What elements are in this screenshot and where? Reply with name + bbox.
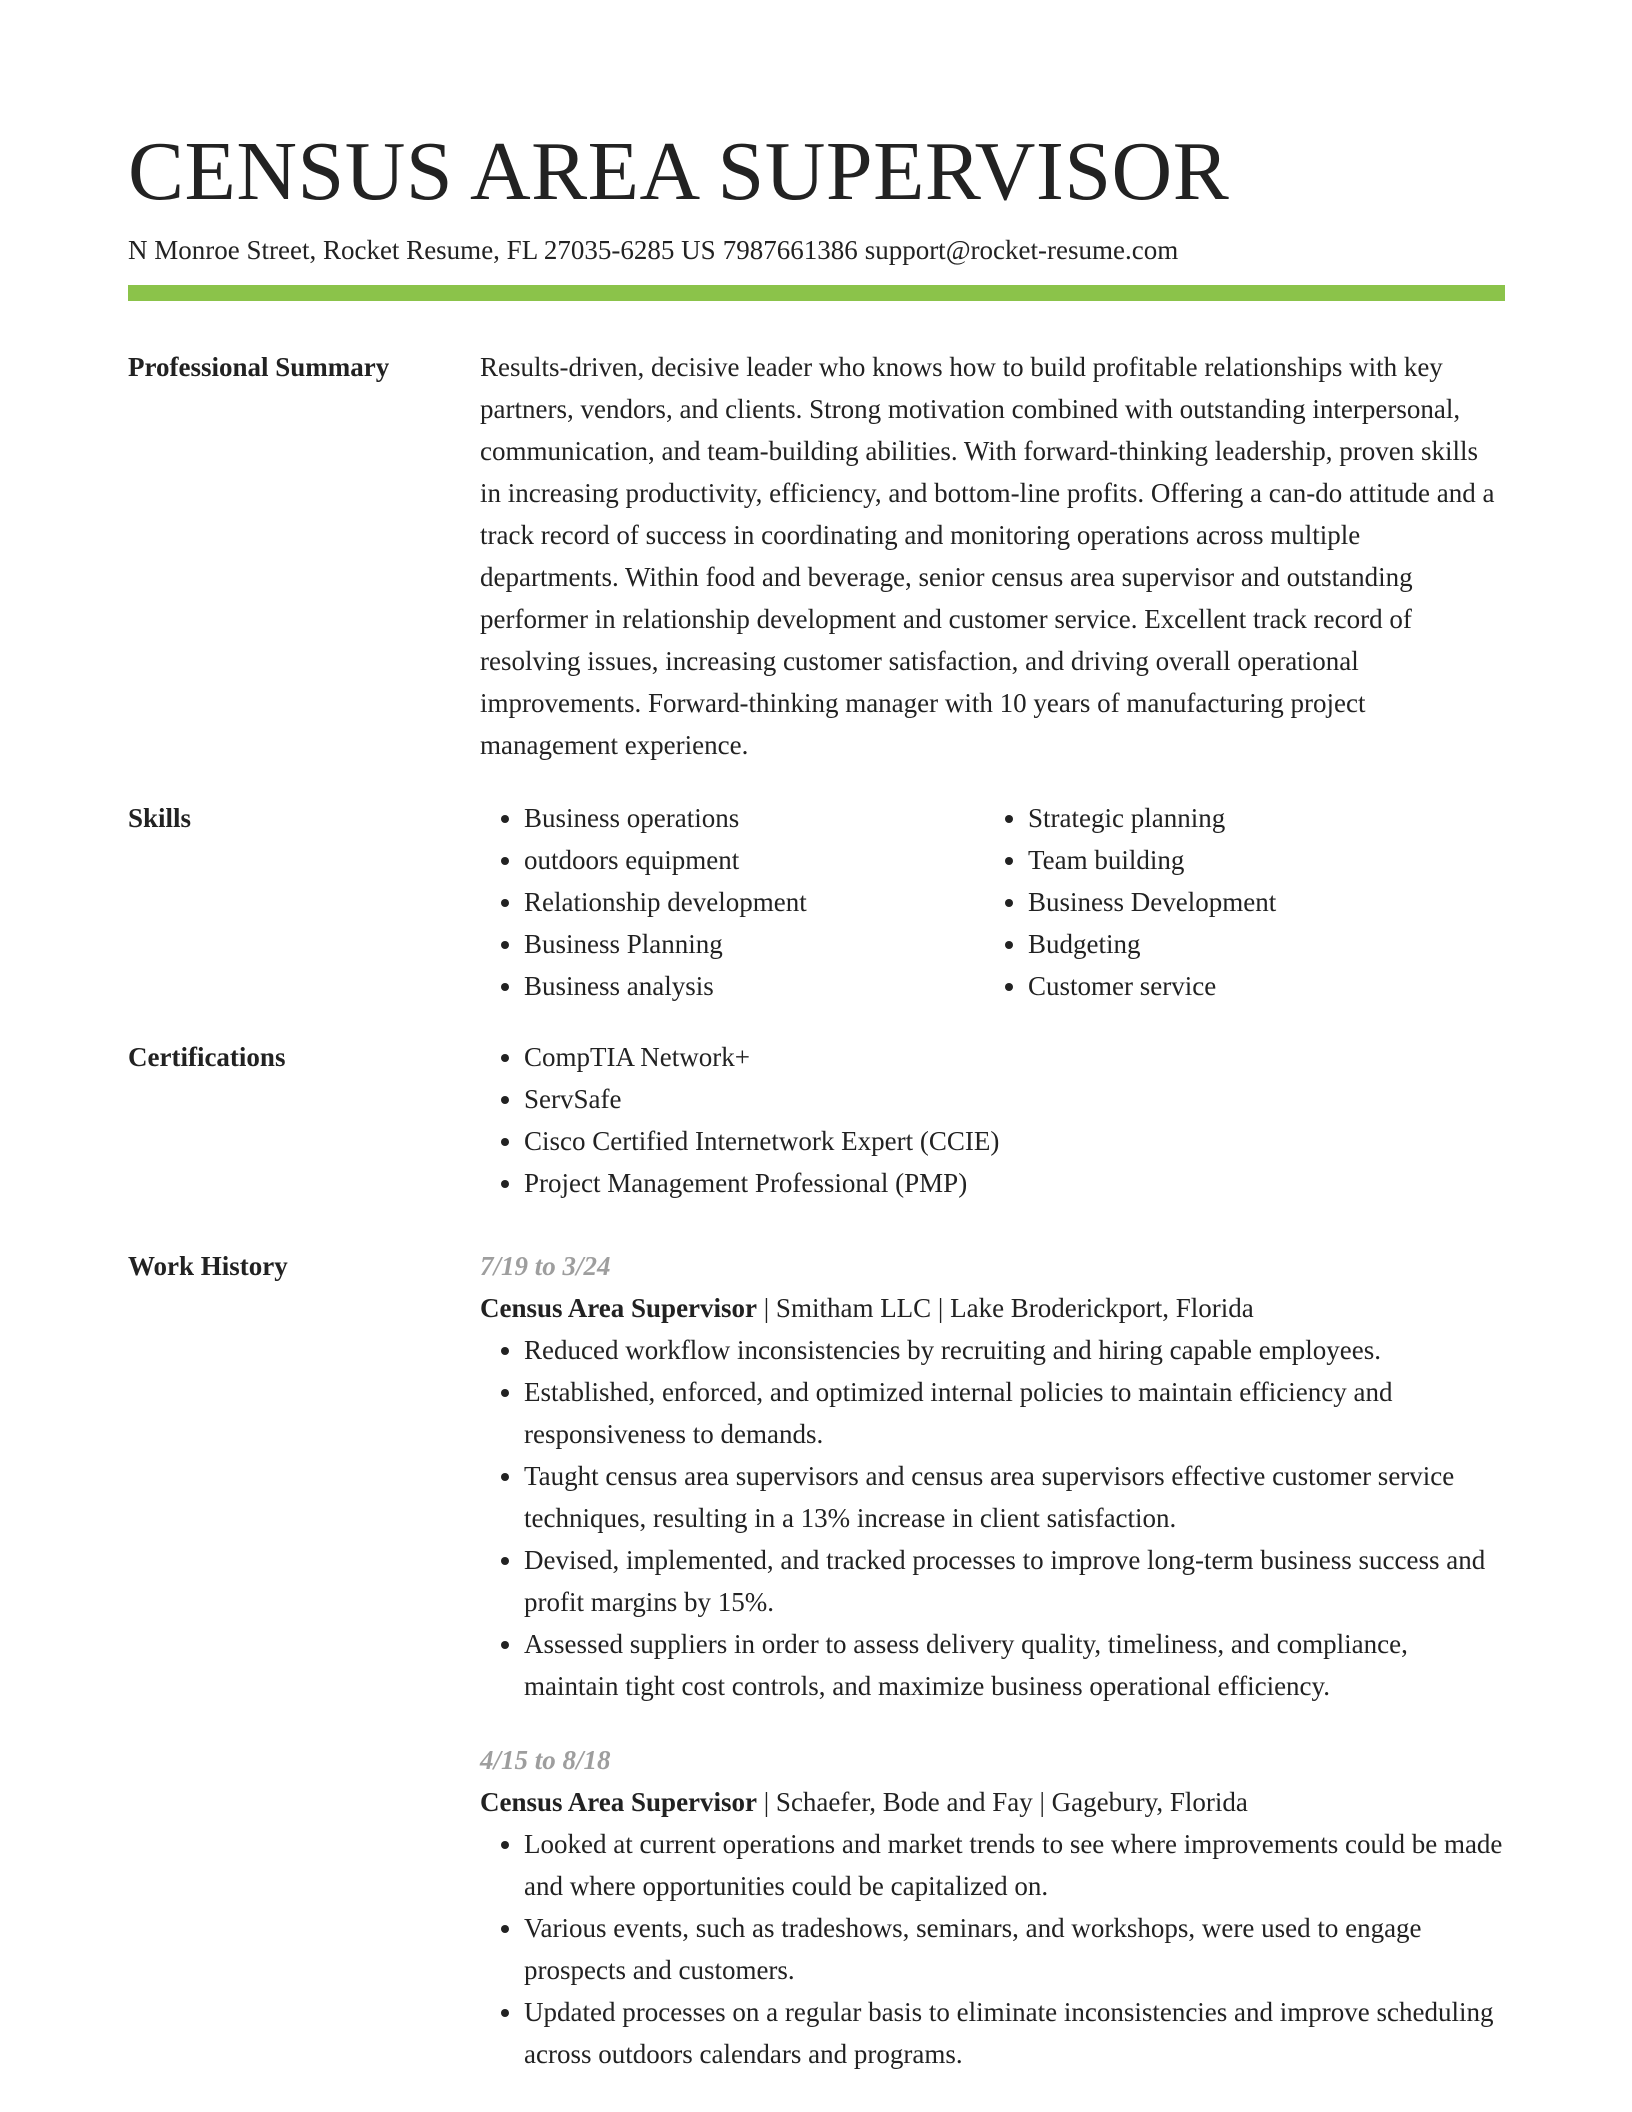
section-label-summary: Professional Summary (128, 352, 390, 382)
contact-address: N Monroe Street, Rocket Resume, FL 27035-6285 US (128, 235, 716, 265)
skills-body (480, 797, 1505, 1007)
section-label-skills: Skills (128, 803, 192, 833)
work-history-body (480, 1245, 1505, 2075)
summary-text: Results-driven, decisive leader who knows how to build profitable relationships with key partners, vendors, and clients. Strong motivation combined with outstanding interpersonal, communication, and team-building abilities. With forward-thinking leadership, proven skills in increasing productivity, efficiency, and bottom-line profits. Offering a can-do attitude and a track record of success in coordinating and monitoring operations across multiple departments. Within food and beverage, senior census area supervisor and outstanding performer in relationship development and customer service. Excellent track record of resolving issues, increasing customer satisfaction, and driving overall operational improvements. Forward-thinking manager with 10 years of manufacturing project management experience. (480, 352, 1495, 760)
job-heading (480, 1781, 1505, 1823)
job-bullets (480, 1823, 1505, 2075)
skill-item: • Business Development (1028, 881, 1508, 923)
job-dates: 7/19 to 3/24 (480, 1251, 611, 1281)
resume-name: CENSUS AREA SUPERVISOR (128, 125, 1230, 218)
skill-item: • Relationship development (524, 881, 1004, 923)
job-bullet: • Taught census area supervisors and census area supervisors effective customer service techniques, resulting in a 13% increase in client satisfaction. (524, 1455, 1505, 1539)
header-divider (128, 285, 1505, 301)
certifications-body (480, 1036, 1505, 1204)
job-bullet: • Assessed suppliers in order to assess delivery quality, timeliness, and compliance, maintain tight cost controls, and maximize business operational efficiency. (524, 1623, 1505, 1707)
skill-item: • Strategic planning (1028, 797, 1508, 839)
skill-item: • Business operations (524, 797, 1004, 839)
skill-item: • Team building (1028, 839, 1508, 881)
skills-list-right (984, 797, 1508, 1007)
job-bullet: • Devised, implemented, and tracked processes to improve long-term business success and profit margins by 15%. (524, 1539, 1505, 1623)
job-title: Census Area Supervisor (480, 1787, 758, 1817)
skills-list-left (480, 797, 1004, 1007)
section-label-work-history: Work History (128, 1251, 288, 1281)
skill-item: • Customer service (1028, 965, 1508, 1007)
skill-item: • Budgeting (1028, 923, 1508, 965)
job-bullet: • Various events, such as tradeshows, seminars, and workshops, were used to engage prospects and customers. (524, 1907, 1505, 1991)
contact-line (128, 232, 1178, 268)
job-bullet: • Updated processes on a regular basis to eliminate inconsistencies and improve scheduling across outdoors calendars and programs. (524, 1991, 1505, 2075)
job-bullets (480, 1329, 1505, 1707)
certification-item: • Cisco Certified Internetwork Expert (CCIE) (524, 1120, 1505, 1162)
section-label-certifications: Certifications (128, 1042, 286, 1072)
skill-item: • Business analysis (524, 965, 1004, 1007)
job-details: | Smitham LLC | Lake Broderickport, Florida (757, 1293, 1254, 1323)
certifications-list (480, 1036, 1505, 1204)
contact-email[interactable]: support@rocket-resume.com (864, 235, 1179, 265)
skill-item: • outdoors equipment (524, 839, 1004, 881)
job-title: Census Area Supervisor (480, 1293, 758, 1323)
job-entry (480, 1245, 1505, 1707)
contact-phone: 7987661386 (722, 235, 858, 265)
job-entry (480, 1739, 1505, 2075)
job-bullet: • Established, enforced, and optimized internal policies to maintain efficiency and responsiveness to demands. (524, 1371, 1505, 1455)
job-heading (480, 1287, 1505, 1329)
job-bullet: • Looked at current operations and market trends to see where improvements could be made and where opportunities could be capitalized on. (524, 1823, 1505, 1907)
certification-item: • CompTIA Network+ (524, 1036, 1505, 1078)
job-bullet: • Reduced workflow inconsistencies by recruiting and hiring capable employees. (524, 1329, 1505, 1371)
certification-item: • ServSafe (524, 1078, 1505, 1120)
job-dates: 4/15 to 8/18 (480, 1745, 611, 1775)
skill-item: • Business Planning (524, 923, 1004, 965)
job-details: | Schaefer, Bode and Fay | Gagebury, Florida (757, 1787, 1248, 1817)
summary-body (480, 346, 1505, 766)
certification-item: • Project Management Professional (PMP) (524, 1162, 1505, 1204)
